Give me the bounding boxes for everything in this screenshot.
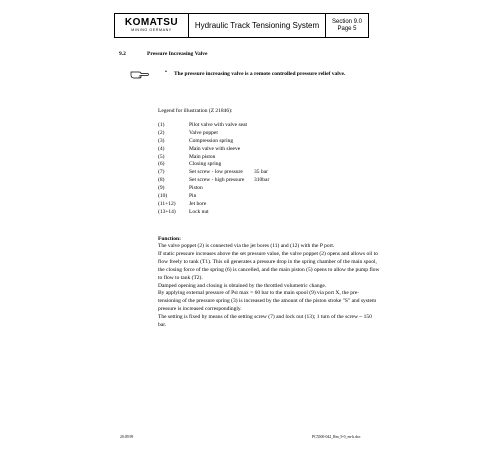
section-heading-title: Pressure Increasing Valve	[147, 51, 208, 57]
function-paragraph: The valve poppet (2) is connected via the jet bores (11) and (12) with the P port.	[158, 243, 335, 249]
logo-subtext: MINING GERMANY	[131, 28, 172, 32]
legend-item: (10) Pin	[158, 193, 197, 200]
legend-list	[158, 122, 378, 217]
logo-text: KOMATSU	[124, 17, 179, 28]
function-paragraph: By applying external pressure of Pst max = 60 bar to the main spool (9) via port X, the pre-tensioning of the pressure spring (3) is increased by the amount of the piston stroke "S" and system pressure is increased correspondingly.	[158, 290, 377, 313]
footer-date: 20.09.99	[120, 435, 134, 439]
legend-item: (4) Main valve with sleeve	[158, 145, 241, 152]
pointing-hand-icon	[130, 69, 150, 79]
section-info	[326, 14, 368, 37]
function-paragraph: Damped opening and closing is obtained by the throttled volumetric change.	[158, 282, 327, 289]
document-title: Hydraulic Track Tensioning System	[189, 14, 326, 37]
function-paragraph: If static pressure increases above the set pressure value, the valve poppet (2) opens and allows oil to flow freely to tank (T1). This oil generates a pressure drop in the spring chamber of the main spool, the closing force of the spring (6) is cancelled, and the main piston (5) opens to allow the pump flow to flow to tank (T2).	[158, 250, 380, 281]
section-number: Section 9.0	[331, 18, 363, 25]
legend-value: 310bar	[254, 177, 270, 184]
page-number: Page 5	[337, 25, 357, 32]
function-text	[158, 243, 380, 330]
legend-item: (5) Main piston	[158, 153, 216, 160]
legend-item: (3) Compression spring	[158, 137, 234, 144]
company-logo	[115, 14, 189, 37]
note-text: The pressure increasing valve is a remote controlled pressure relief valve.	[174, 71, 346, 77]
function-paragraph: The setting is fixed by means of the setting screw (7) and lock nut (13); 1 turn of the screw ~ 150 bar.	[158, 314, 372, 329]
legend-item: (7) Set screw - low pressure 35 bar	[158, 169, 268, 176]
page-header	[114, 13, 369, 38]
legend-item: (6) Closing spring	[158, 161, 222, 168]
legend-item: (11+12) Jet bore	[158, 200, 207, 207]
footer-filename: PC5500-042_Rm_9-0_en-b.doc	[312, 435, 361, 439]
legend-item: (13+14) Lock nut	[158, 208, 209, 215]
legend-item: (2) Valve poppet	[158, 129, 218, 136]
legend-heading: Legend for illustration (Z 21846):	[158, 108, 233, 114]
legend-item: (8) Set screw - high pressure 310bar	[158, 177, 270, 184]
legend-item: (1) Pilot valve with valve seat	[158, 122, 248, 128]
note-bullet: •	[165, 69, 167, 75]
function-heading: Function:	[158, 236, 181, 242]
legend-value: 35 bar	[254, 169, 268, 176]
section-heading-number: 9.2	[119, 51, 126, 57]
legend-item: (9) Piston	[158, 185, 203, 192]
